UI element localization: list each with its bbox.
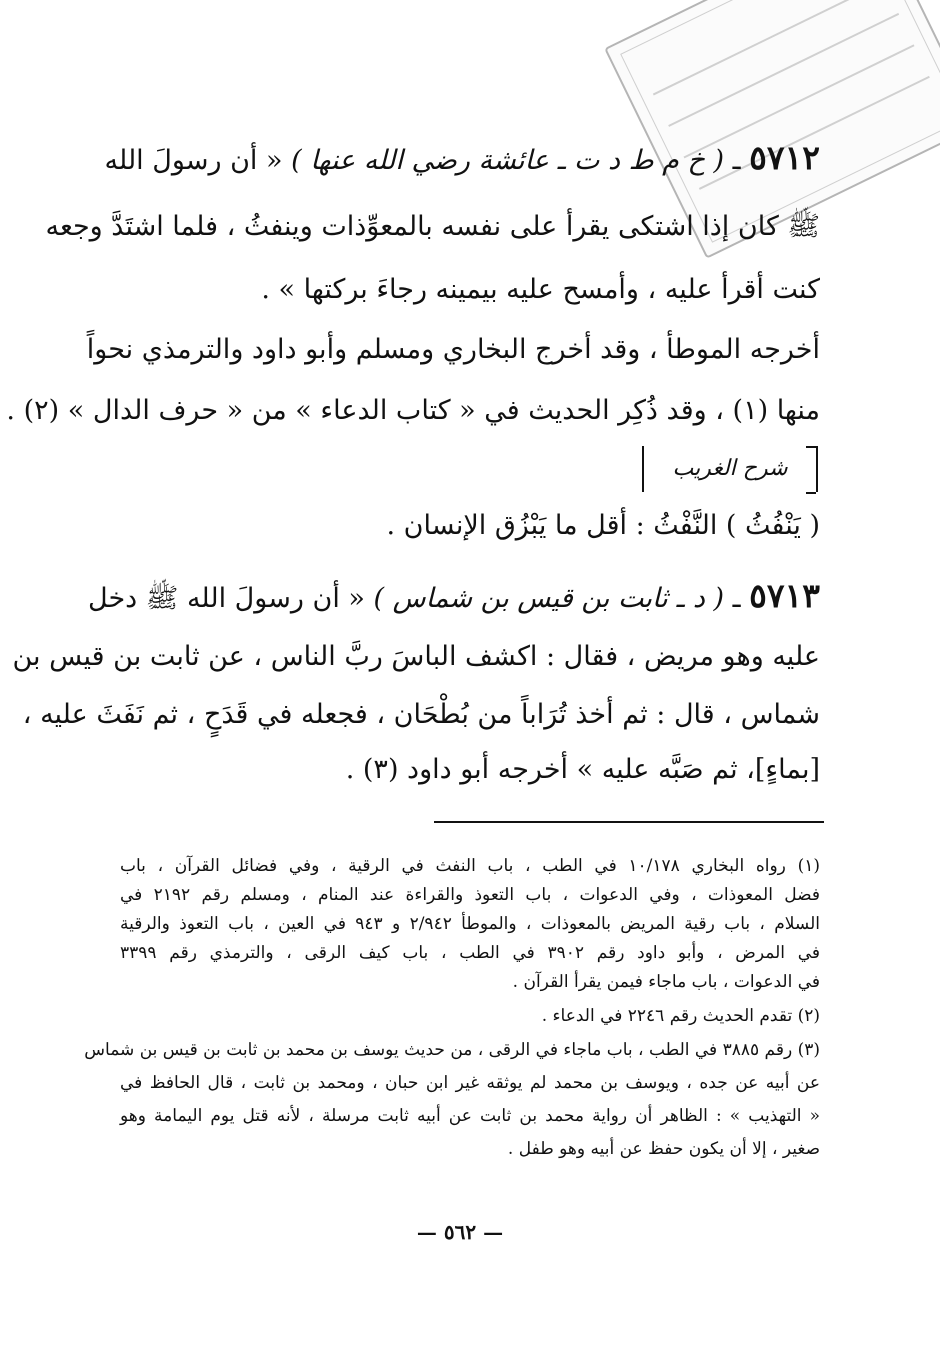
footnote-line: « التهذيب » : الظاهر أن رواية محمد بن ثابت عن أبيه ثابت مرسلة ، لأنه قتل يوم اليمامة وهو <box>120 1106 820 1126</box>
footnote-line: عن أبيه عن جده ، ويوسف بن محمد لم يوثقه غير ابن حبان ، ومحمد بن ثابت ، قال الحافظ في <box>120 1073 820 1093</box>
hadith-source: ( د ـ ثابت بن قيس بن شماس ) <box>373 583 724 614</box>
hadith-5712-line-1: ٥٧١٢ ـ ( خ م ط د ت ـ عائشة رضي الله عنها ) « أن رسولَ الله <box>104 138 820 177</box>
gharib-heading <box>642 446 818 492</box>
footnote-separator <box>434 821 824 823</box>
footnote-line: فضل المعوذات ، وفي الدعوات ، باب التعوذ والقراءة عند المنام ، ومسلم رقم ٢١٩٢ في <box>120 885 820 905</box>
hadith-5713-line-3: شماس ، قال : ثم أخذ تُرَاباً من بُطْحَان ، فجعله في قَدَحٍ ، ثم نَفَثَ عليه ، <box>22 699 820 730</box>
hadith-number: ٥٧١٣ <box>749 576 820 615</box>
footnote-line: صغير ، إلا أن يكون حفظ عن أبيه وهو طفل . <box>507 1139 820 1159</box>
hadith-5713-line-4: [بماءٍ]، ثم صَبَّه عليه » أخرجه أبو داود (٣) . <box>345 754 820 785</box>
footnote-line: (١) رواه البخاري ١٠/١٧٨ في الطب ، باب النفث في الرقية ، وفي فضائل القرآن ، باب <box>120 856 820 876</box>
hadith-text: « أن رسولَ الله <box>104 145 283 176</box>
footnote-line: في المرض ، وأبو داود رقم ٣٩٠٢ في الطب ، باب كيف الرقى ، والترمذي رقم ٣٣٩٩ <box>120 943 820 963</box>
hadith-number: ٥٧١٢ <box>749 138 820 177</box>
hadith-5713-line-2: عليه وهو مريض ، فقال : اكشف الباسَ ربَّ الناس ، عن ثابت بن قيس بن <box>12 641 820 672</box>
footnote-line: (٢) تقدم الحديث رقم ٢٢٤٦ في الدعاء . <box>541 1006 820 1026</box>
footnote-line: (٣) رقم ٣٨٨٥ في الطب ، باب ماجاء في الرقى ، من حديث يوسف بن محمد بن ثابت بن قيس بن شماس <box>84 1040 820 1060</box>
page-number: — ٥٦٢ — <box>416 1220 504 1244</box>
hadith-5712-line-3: كنت أقرأ عليه ، وأمسح عليه بيمينه رجاءَ بركتها » . <box>261 274 820 305</box>
hadith-5712-line-4: أخرجه الموطأ ، وقد أخرج البخاري ومسلم وأبو داود والترمذي نحواً <box>86 334 820 365</box>
hadith-source: ( خ م ط د ت ـ عائشة رضي الله عنها ) <box>291 145 724 176</box>
footnote-line: السلام ، باب رقية المريض بالمعوذات ، والموطأ ٢/٩٤٢ و ٩٤٣ في العين ، باب التعوذ والرقية <box>120 914 820 934</box>
gharib-heading-text: شرح الغريب <box>672 456 788 481</box>
hadith-5712-line-5: منها (١) ، وقد ذُكِر الحديث في « كتاب الدعاء » من « حرف الدال » (٢) . <box>6 395 820 426</box>
footnote-line: في الدعوات ، باب ماجاء فيمن يقرأ القرآن . <box>512 972 820 992</box>
hadith-5712-line-2: ﷺ كان إذا اشتكى يقرأ على نفسه بالمعوِّذات وينفثُ ، فلما اشتَدَّ وجعه <box>45 211 820 242</box>
hadith-text: « أن رسولَ الله ﷺ دخل <box>88 583 365 614</box>
hadith-5713-line-1: ٥٧١٣ ـ ( د ـ ثابت بن قيس بن شماس ) « أن رسولَ الله ﷺ دخل <box>88 576 820 615</box>
gharib-text: ( يَنْفُثُ ) النَّفْثُ : أقل ما يَبْزُق الإنسان . <box>386 510 820 541</box>
